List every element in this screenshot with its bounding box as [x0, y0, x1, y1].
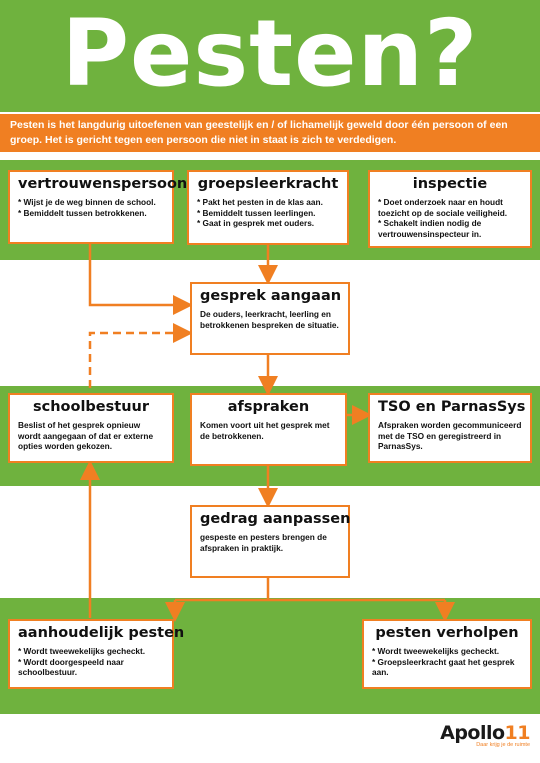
box-title: gesprek aangaan [200, 288, 342, 304]
intro-text: Pesten is het langdurig uitoefenen van geestelijk en / of lichamelijk geweld door één persoon of een groep. Het is gericht tegen een persoon die niet in staat is zich te verdedigen. [10, 119, 508, 146]
logo-wordmark [440, 722, 530, 744]
box-title: pesten verholpen [375, 625, 519, 641]
box-title: schoolbestuur [32, 399, 149, 415]
box-title: groepsleerkracht [197, 176, 339, 192]
box-tso-parnassys [368, 393, 532, 463]
box-text: Komen voort uit het gesprek met de betrokkenen. [200, 420, 330, 441]
page-title: Pesten? [61, 0, 479, 107]
box-title: gedrag aanpassen [200, 511, 351, 527]
box-text: * Doet onderzoek naar en houdt toezicht op de sociale veiligheid. * Schakelt indien nodig de vertrouwensinspecteur in. [378, 197, 508, 239]
box-title: aanhoudelijk pesten [18, 625, 185, 641]
box-title: afspraken [227, 399, 310, 415]
logo-tagline: Daar krijg je de ruimte [476, 742, 530, 748]
box-afspraken [190, 393, 347, 466]
box-text: gespeste en pesters brengen de afspraken in praktijk. [200, 532, 327, 553]
logo-number: 11 [504, 722, 530, 744]
logo-name: Apollo [440, 722, 505, 744]
box-gedrag-aanpassen [190, 505, 350, 578]
box-vertrouwenspersoon [8, 170, 188, 244]
box-text: Afspraken worden gecommuniceerd met de TSO en geregistreerd in ParnasSys. [378, 420, 522, 452]
box-text: * Wordt tweewekelijks gecheckt. * Groepsleerkracht gaat het gesprek aan. [372, 646, 515, 678]
box-gesprek-aangaan [190, 282, 350, 355]
box-text: * Pakt het pesten in de klas aan. * Bemiddelt tussen leerlingen. * Gaat in gesprek met ouders. [197, 197, 323, 229]
connector-schoolbestuur-gesprek-dashed [90, 333, 183, 388]
box-aanhoudelijk-pesten [8, 619, 185, 689]
box-text: * Wijst je de weg binnen de school. * Bemiddelt tussen betrokkenen. [18, 197, 156, 218]
apollo11-logo [440, 722, 530, 748]
box-text: De ouders, leerkracht, leerling en betrokkenen bespreken de situatie. [200, 309, 339, 330]
box-title: inspectie [412, 176, 488, 192]
box-groepsleerkracht [187, 170, 349, 245]
connector-vertrouwen-gesprek [90, 244, 183, 305]
box-inspectie [368, 170, 532, 248]
box-title: TSO en ParnasSys [378, 399, 526, 415]
box-text: Beslist of het gesprek opnieuw wordt aangegaan of dat er externe opties worden gekozen. [18, 420, 154, 452]
box-pesten-verholpen [362, 619, 532, 689]
box-text: * Wordt tweewekelijks gecheckt. * Wordt doorgespeeld naar schoolbestuur. [18, 646, 146, 678]
box-schoolbestuur [8, 393, 174, 463]
box-title: vertrouwenspersoon [18, 176, 188, 192]
